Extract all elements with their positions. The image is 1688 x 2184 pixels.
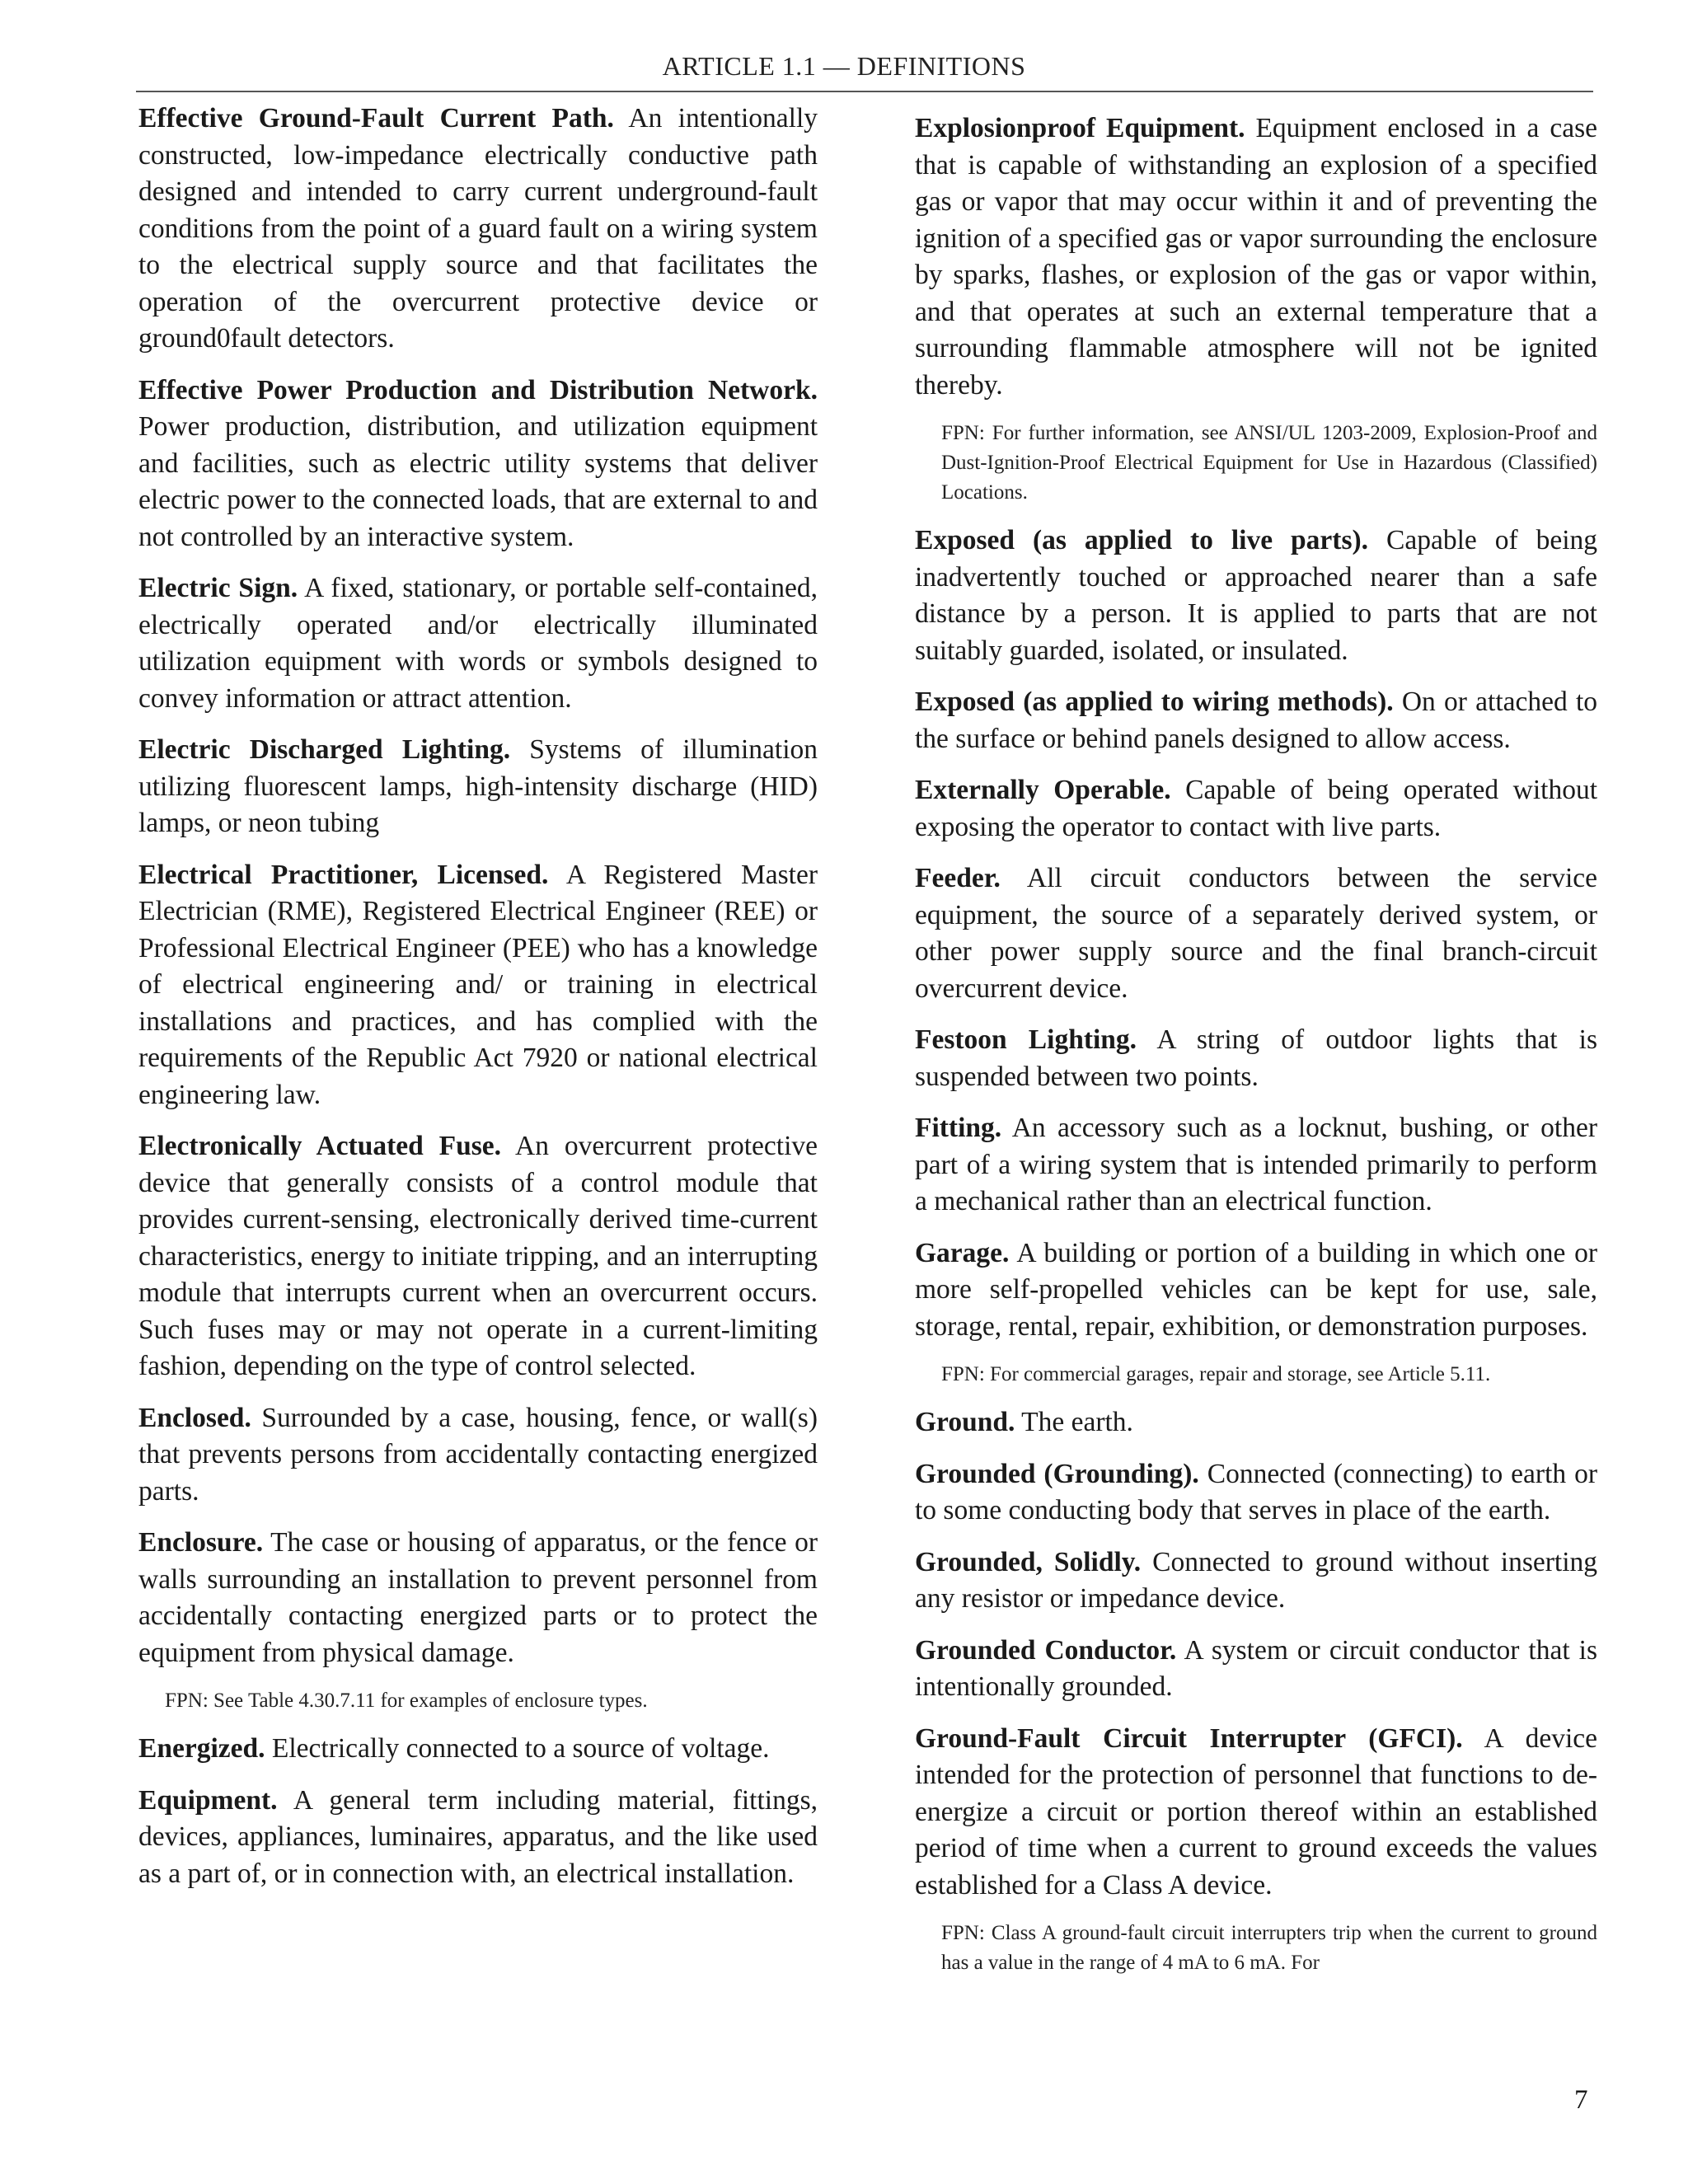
definition-text: Surrounded by a case, housing, fence, or wall(s) that prevents persons from accidentally contacting energized parts.: [138, 1402, 818, 1507]
definition-text: The case or housing of apparatus, or the fence or walls surrounding an installation to prevent personnel from accidentally contacting energized parts or to protect the equipment from physical damage.: [138, 1527, 818, 1668]
definition-term: Electric Discharged Lighting.: [138, 734, 511, 765]
definition-text: Connected (connecting) to earth or to some conducting body that serves in place of the earth.: [915, 1458, 1597, 1526]
definition-term: Explosionproof Equipment.: [915, 113, 1245, 143]
page-header: ARTICLE 1.1 — DEFINITIONS: [662, 51, 1026, 81]
definition-entry: [915, 684, 1597, 757]
definition-term: Ground-Fault Circuit Interrupter (GFCI).: [915, 1722, 1463, 1754]
definition-term: Equipment.: [138, 1784, 278, 1816]
definition-entry: [915, 1633, 1597, 1706]
definition-text: An overcurrent protective device that generally consists of a control module that provides current-sensing, electronically derived time-current characteristics, energy to initiate tripping, and an interrupting module that interrupts current when an overcurrent occurs. Such fuses may or may not operate in a current-limiting fashion, depending on the type of control selected.: [138, 1131, 818, 1381]
definition-term: Electronically Actuated Fuse.: [138, 1131, 501, 1161]
definition-entry: [915, 1404, 1597, 1441]
definition-entry: [138, 1731, 818, 1768]
fine-print-note: FPN: See Table 4.30.7.11 for examples of enclosure types.: [165, 1690, 648, 1712]
fine-print-note: FPN: For further information, see ANSI/UL 1203-2009, Explosion-Proof and Dust-Ignition-Proof Electrical Equipment for Use in Hazardous (Classified) Locations.: [941, 422, 1597, 504]
definition-text: A fixed, stationary, or portable self-contained, electrically operated and/or electrically illuminated utilization equipment with words or symbols designed to convey information or attract attention.: [138, 573, 818, 714]
definition-term: Effective Ground-Fault Current Path.: [138, 103, 614, 134]
definition-entry: [138, 732, 818, 842]
definition-text: An intentionally constructed, low-impedance electrically conductive path designed and intended to carry current underground-fault conditions from the point of a guard fault on a wiring system to the electrical supply source and that facilitates the operation of the overcurrent protective device or ground0fault detectors.: [138, 103, 818, 354]
definition-text: Power production, distribution, and utilization equipment and facilities, such as electric utility systems that deliver electric power to the connected loads, that are external to and not controlled by an interactive system.: [138, 411, 818, 552]
definition-term: Grounded Conductor.: [915, 1634, 1177, 1666]
definition-term: Enclosed.: [138, 1402, 251, 1433]
definition-term: Electric Sign.: [138, 573, 298, 603]
definition-term: Grounded (Grounding).: [915, 1458, 1199, 1489]
definition-text: The earth.: [1021, 1407, 1133, 1437]
definition-entry: [915, 523, 1597, 669]
definition-term: Ground.: [915, 1407, 1015, 1437]
definition-text: Capable of being operated without exposing the operator to contact with live parts.: [915, 775, 1598, 842]
definition-entry: [138, 1783, 818, 1893]
definition-entry: [915, 1721, 1597, 1905]
definition-text: Electrically connected to a source of voltage.: [271, 1733, 770, 1764]
definition-term: Fitting.: [915, 1113, 1002, 1143]
definition-entry: [915, 1110, 1597, 1221]
definition-entry: [138, 1525, 818, 1671]
header-rule: [136, 91, 1593, 92]
definition-text: An accessory such as a locknut, bushing, or other part of a wiring system that is intended primarily to perform a mechanical rather than an electrical function.: [915, 1113, 1597, 1216]
definition-entry: [915, 110, 1597, 404]
definition-term: Effective Power Production and Distribution Network.: [138, 374, 818, 405]
definition-term: Festoon Lighting.: [915, 1024, 1137, 1055]
definition-text: A device intended for the protection of personnel that functions to de-energize a circuit or portion thereof within an established period of time when a current to ground exceeds the values established for a Class A device.: [915, 1722, 1597, 1900]
definition-term: Energized.: [138, 1733, 265, 1764]
definition-term: Grounded, Solidly.: [915, 1546, 1142, 1577]
definition-entry: [138, 1400, 818, 1511]
definition-text: All circuit conductors between the service equipment, the source of a separately derived system, or other power supply source and the final branch-circuit overcurrent device.: [915, 863, 1597, 1004]
definition-term: Exposed (as applied to live parts).: [915, 525, 1369, 555]
definition-term: Feeder.: [915, 863, 1001, 893]
definition-entry: [915, 772, 1597, 846]
definition-entry: [138, 1128, 818, 1385]
definition-entry: [915, 1235, 1597, 1346]
definition-text: Capable of being inadvertently touched or approached nearer than a safe distance by a person. It is applied to parts that are not suitably guarded, isolated, or insulated.: [915, 525, 1598, 666]
definition-entry: [138, 101, 818, 358]
definition-text: Connected to ground without inserting any resistor or impedance device.: [915, 1546, 1598, 1614]
definition-text: A string of outdoor lights that is suspended between two points.: [915, 1024, 1597, 1092]
fine-print-note: FPN: Class A ground-fault circuit interrupters trip when the current to ground has a value in the range of 4 mA to 6 mA. For: [941, 1922, 1597, 1974]
definition-entry: [915, 1022, 1597, 1095]
definition-term: Enclosure.: [138, 1527, 264, 1558]
left-column: [138, 101, 818, 1907]
definition-term: Electrical Practitioner, Licensed.: [138, 859, 549, 890]
definition-entry: [138, 373, 818, 556]
definition-text: A Registered Master Electrician (RME), Registered Electrical Engineer (REE) or Professional Electrical Engineer (PEE) who has a knowledge of electrical engineering and/ or training in electrical installations and practices, and has complied with the requirements of the Republic Act 7920 or national electrical engineering law.: [138, 859, 818, 1110]
page-number: 7: [1574, 2085, 1588, 2115]
definition-entry: [915, 1544, 1597, 1618]
definition-text: A general term including material, fittings, devices, appliances, luminaires, apparatus, and the like used as a part of, or in connection with, an electrical installation.: [138, 1784, 818, 1889]
definition-term: Exposed (as applied to wiring methods).: [915, 687, 1394, 717]
definition-entry: [138, 570, 818, 717]
definition-text: A building or portion of a building in which one or more self-propelled vehicles can be kept for use, sale, storage, rental, repair, exhibition, or demonstration purposes.: [915, 1237, 1597, 1342]
definition-entry: [915, 1456, 1597, 1530]
right-column: [915, 110, 1597, 1993]
definition-text: Equipment enclosed in a case that is capable of withstanding an explosion of a specified gas or vapor that may occur within it and of preventing the ignition of a specified gas or vapor surrounding the enclosure by sparks, flashes, or explosion of the gas or vapor within, and that operates at such an external temperature that a surrounding flammable atmosphere will not be ignited thereby.: [915, 113, 1598, 401]
definition-text: On or attached to the surface or behind panels designed to allow access.: [915, 687, 1598, 754]
fine-print-note: FPN: For commercial garages, repair and storage, see Article 5.11.: [941, 1363, 1491, 1385]
definition-entry: [138, 857, 818, 1114]
definition-term: Externally Operable.: [915, 775, 1171, 805]
definition-text: Systems of illumination utilizing fluorescent lamps, high-intensity discharge (HID) lamps, or neon tubing: [138, 734, 818, 838]
definition-text: A system or circuit conductor that is intentionally grounded.: [915, 1634, 1598, 1702]
definition-entry: [915, 860, 1597, 1007]
definition-term: Garage.: [915, 1237, 1010, 1268]
